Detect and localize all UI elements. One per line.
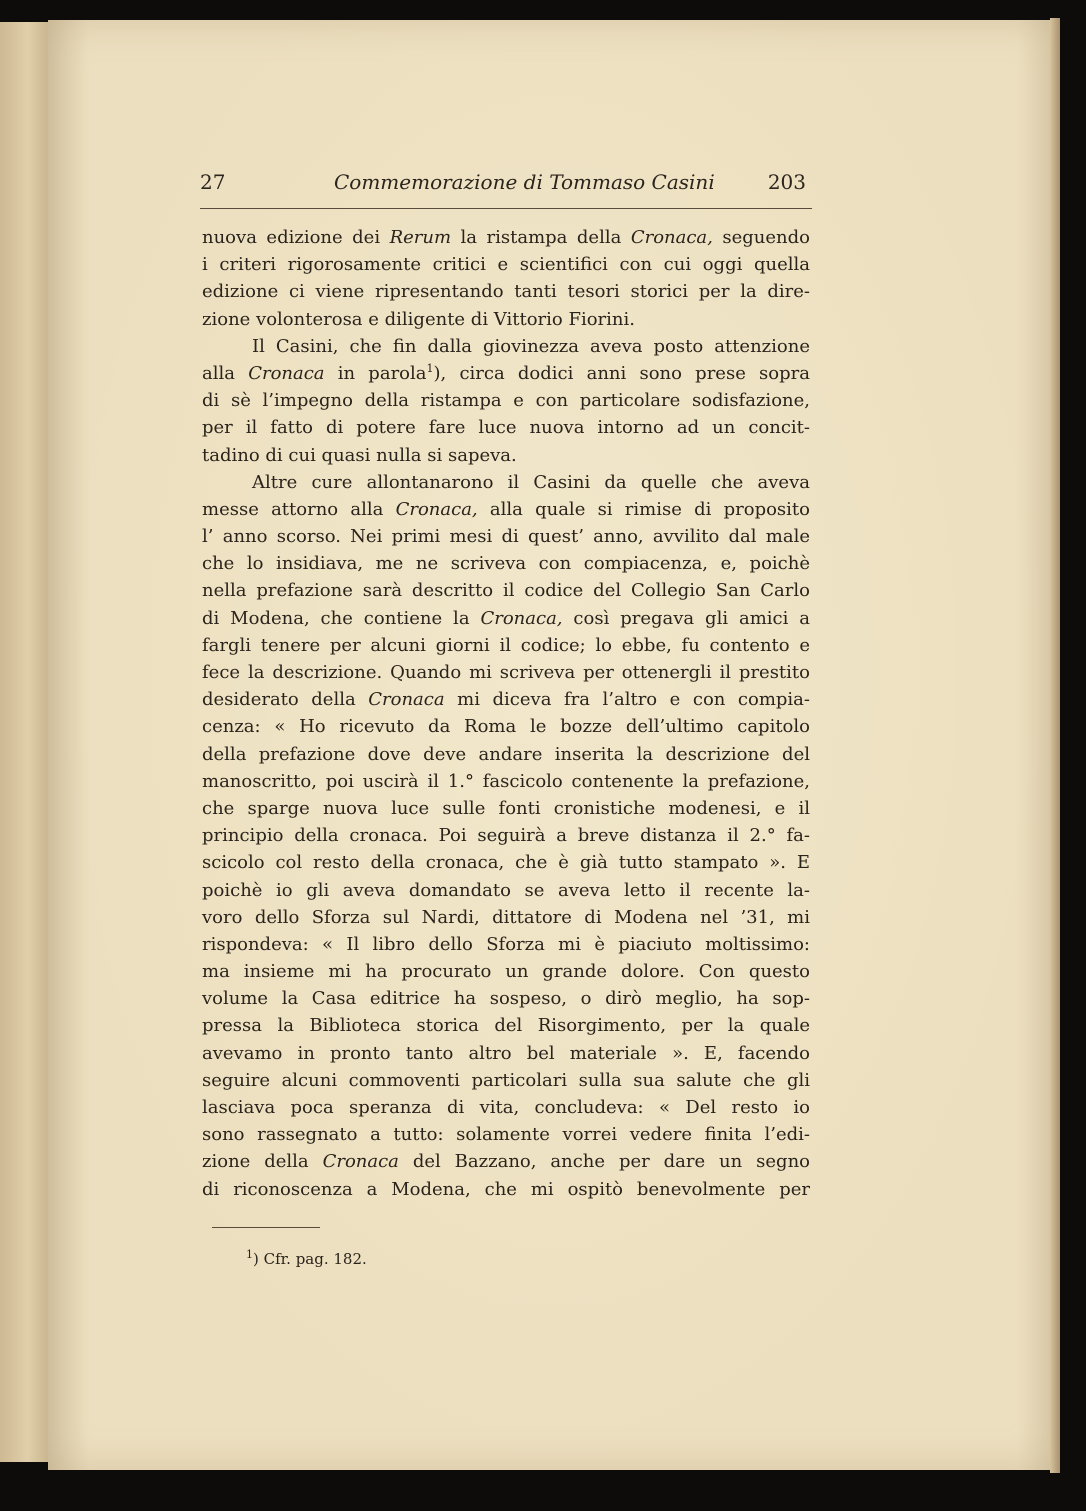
text-line	[202, 795, 810, 822]
text-run: ), circa dodici anni sono prese sopra	[433, 362, 810, 384]
text-run: della prefazione dove deve andare inserita la descrizione del	[202, 743, 810, 765]
footnote	[246, 1250, 367, 1268]
text-line	[202, 577, 810, 604]
text-line	[202, 414, 810, 441]
text-run: zione volonterosa e diligente di Vittorio Fiorini.	[202, 308, 635, 330]
text-run: fargli tenere per alcuni giorni il codice; lo ebbe, fu contento e	[202, 634, 810, 656]
italic-text: Cronaca,	[480, 607, 563, 629]
text-run: scicolo col resto della cronaca, che è già tutto stampato ». E	[202, 852, 810, 874]
text-line	[202, 877, 810, 904]
text-line	[202, 550, 810, 577]
text-line	[202, 360, 810, 387]
text-run: principio della cronaca. Poi seguirà a breve distanza il 2.° fa-	[202, 825, 810, 847]
text-line	[202, 605, 810, 632]
text-run: la ristampa della	[451, 227, 631, 248]
text-run: poichè io gli aveva domandato se aveva letto il recente la-	[202, 879, 810, 901]
text-run: zione della	[202, 1151, 323, 1173]
footnote-marker: 1	[246, 1248, 253, 1261]
italic-text: Cronaca,	[630, 227, 713, 248]
text-run: seguire alcuni commoventi particolari sulla sua salute che gli	[202, 1069, 810, 1091]
header-rule	[200, 208, 812, 209]
italic-text: Rerum	[389, 227, 452, 248]
text-run: volume la Casa editrice ha sospeso, o dirò meglio, ha sop-	[202, 988, 810, 1010]
text-run: nella prefazione sarà descritto il codice del Collegio San Carlo	[202, 580, 810, 602]
text-run: ma insieme mi ha procurato un grande dolore. Con questo	[202, 961, 810, 983]
running-title: Commemorazione di Tommaso Casini	[334, 170, 715, 194]
text-line	[202, 442, 810, 469]
text-line	[202, 632, 810, 659]
text-run: di sè l’impegno della ristampa e con particolare sodisfazione,	[202, 390, 810, 412]
text-line	[202, 523, 810, 550]
text-run: del Bazzano, anche per dare un segno	[398, 1151, 810, 1173]
footnote-rule	[212, 1227, 320, 1228]
text-run: tadino di cui quasi nulla si sapeva.	[202, 444, 517, 466]
text-line	[202, 224, 810, 251]
text-line	[202, 741, 810, 768]
text-run: di riconoscenza a Modena, che mi ospitò benevolmente per	[202, 1178, 810, 1200]
footnote-reference: 1	[426, 361, 434, 375]
text-line	[202, 333, 810, 360]
text-run: alla quale si rimise di proposito	[477, 498, 810, 520]
text-line	[202, 1040, 810, 1067]
text-run: seguendo	[712, 227, 810, 248]
text-line	[202, 1176, 810, 1203]
text-line	[202, 822, 810, 849]
text-line	[202, 469, 810, 496]
text-run: Altre cure allontanarono il Casini da quelle che aveva	[252, 471, 810, 493]
text-run: che lo insidiava, me ne scriveva con compiacenza, e, poichè	[202, 553, 810, 575]
text-line	[202, 1148, 810, 1175]
italic-text: Cronaca,	[395, 498, 478, 520]
text-line	[202, 713, 810, 740]
text-run: i criteri rigorosamente critici e scientifici con cui oggi quella	[202, 254, 810, 276]
page-stack-edge	[1050, 18, 1060, 1473]
text-run: nuova edizione dei	[202, 227, 390, 248]
body-text	[202, 224, 810, 1203]
text-run: così pregava gli amici a	[562, 607, 810, 629]
text-run: di Modena, che contiene la	[202, 607, 481, 629]
text-line	[202, 1012, 810, 1039]
text-run: che sparge nuova luce sulle fonti cronistiche modenesi, e il	[202, 797, 810, 819]
text-line	[202, 306, 810, 333]
text-line	[202, 849, 810, 876]
text-line	[202, 904, 810, 931]
previous-page-edge	[0, 22, 52, 1462]
text-line	[202, 768, 810, 795]
text-run: l’ anno scorso. Nei primi mesi di quest’ anno, avvilito dal male	[202, 526, 810, 548]
text-run: pressa la Biblioteca storica del Risorgimento, per la quale	[202, 1015, 810, 1037]
text-run: cenza: « Ho ricevuto da Roma le bozze dell’ultimo capitolo	[202, 716, 810, 738]
italic-text: Cronaca	[322, 1151, 399, 1173]
text-line	[202, 686, 810, 713]
text-line	[202, 1094, 810, 1121]
running-header	[200, 168, 812, 198]
text-run: manoscritto, poi uscirà il 1.° fascicolo contenente la prefazione,	[202, 770, 810, 792]
text-line	[202, 1067, 810, 1094]
text-run: edizione ci viene ripresentando tanti tesori storici per la dire-	[202, 281, 810, 303]
text-run: messe attorno alla	[202, 498, 396, 520]
italic-text: Cronaca	[368, 689, 445, 711]
text-run: voro dello Sforza sul Nardi, dittatore di Modena nel ’31, mi	[202, 906, 810, 928]
text-line	[202, 251, 810, 278]
text-run: sono rassegnato a tutto: solamente vorrei vedere finita l’edi-	[202, 1124, 810, 1146]
text-run: avevamo in pronto tanto altro bel materiale ». E, facendo	[202, 1042, 810, 1064]
text-run: per il fatto di potere fare luce nuova intorno ad un concit-	[202, 417, 810, 439]
text-run: desiderato della	[202, 689, 369, 711]
page-number: 203	[767, 170, 806, 194]
italic-text: Cronaca	[248, 362, 325, 384]
text-line	[202, 387, 810, 414]
text-line	[202, 958, 810, 985]
text-run: Il Casini, che fin dalla giovinezza aveva posto attenzione	[252, 335, 810, 357]
text-run: fece la descrizione. Quando mi scriveva per ottenergli il prestito	[202, 662, 810, 683]
text-run: in parola	[324, 362, 427, 384]
text-line	[202, 659, 810, 686]
text-line	[202, 278, 810, 305]
footnote-text: ) Cfr. pag. 182.	[253, 1250, 367, 1268]
text-line	[202, 931, 810, 958]
text-run: mi diceva fra l’altro e con compia-	[444, 689, 810, 711]
text-run: lasciava poca speranza di vita, concludeva: « Del resto io	[202, 1097, 810, 1118]
text-line	[202, 1121, 810, 1148]
text-run: alla	[202, 362, 249, 384]
text-run: rispondeva: « Il libro dello Sforza mi è piaciuto moltissimo:	[202, 933, 810, 955]
text-line	[202, 496, 810, 523]
text-line	[202, 985, 810, 1012]
section-number: 27	[200, 170, 226, 194]
